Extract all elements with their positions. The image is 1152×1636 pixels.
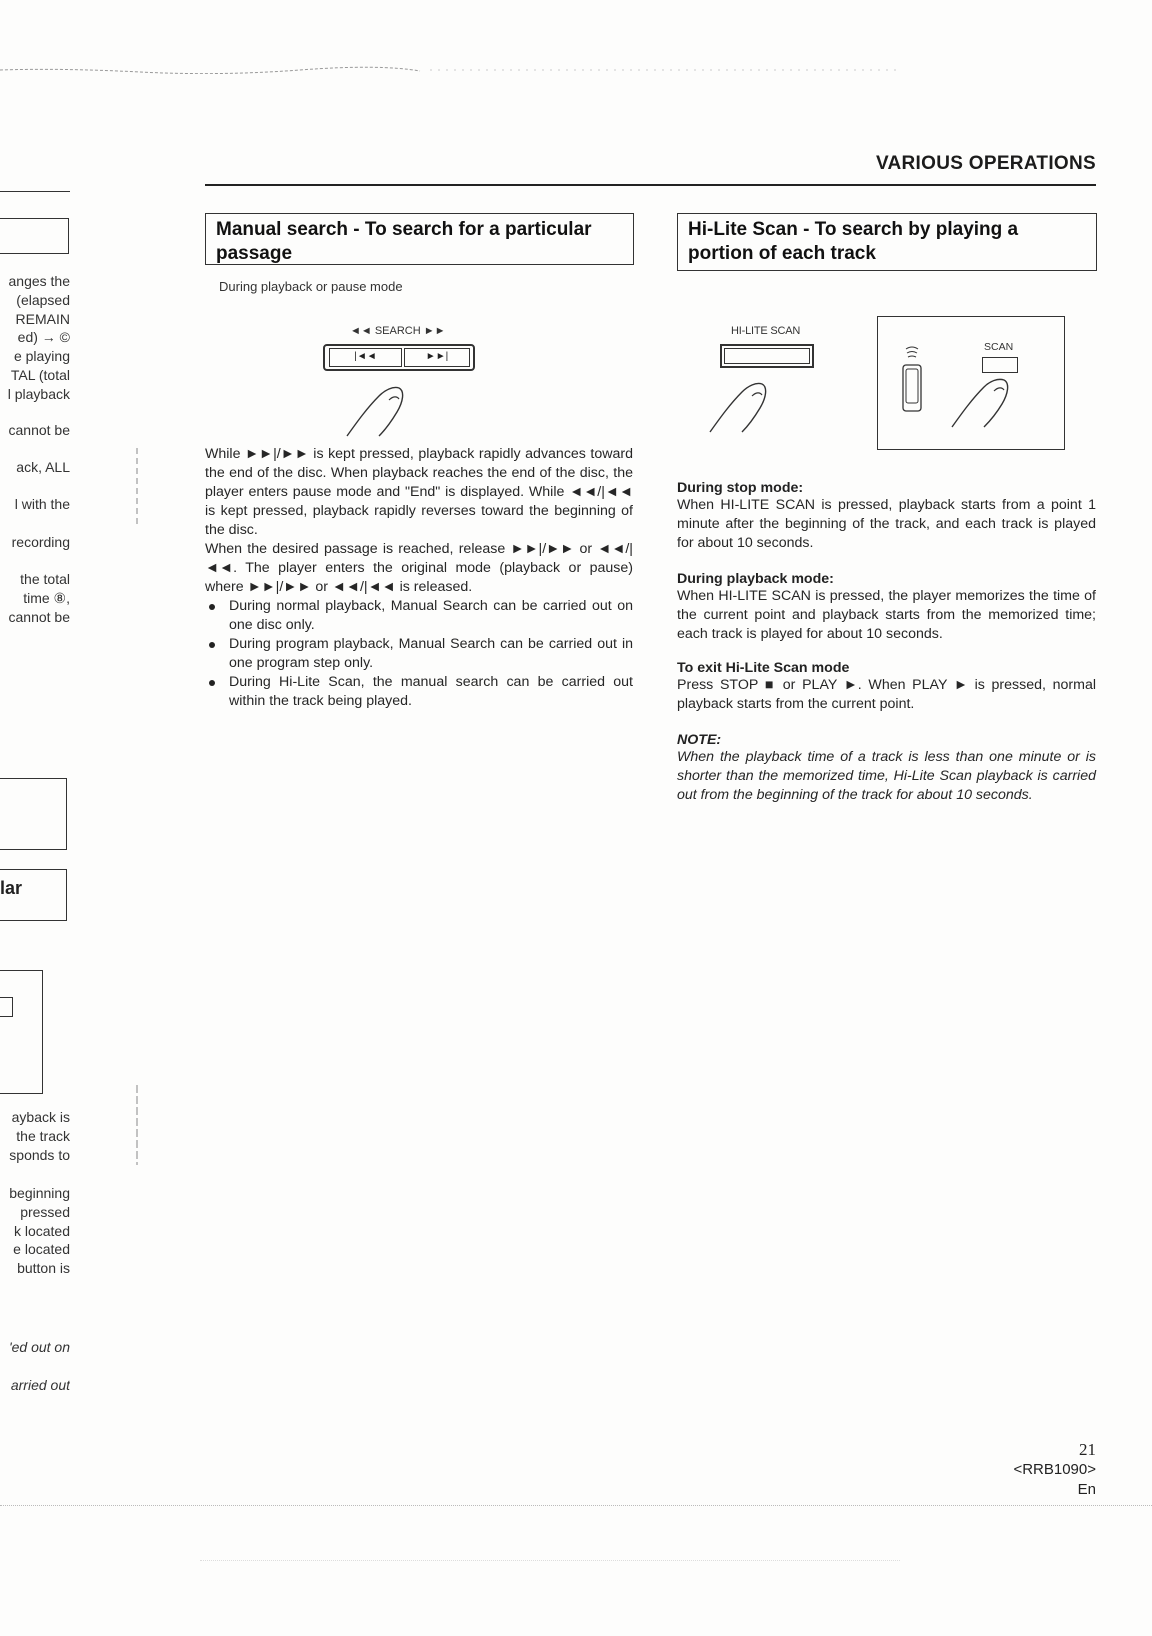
edge-line: l playback xyxy=(7,385,70,402)
edge-line: the total xyxy=(20,571,70,587)
document-code: <RRB1090> xyxy=(1013,1461,1096,1478)
exit-heading: To exit Hi-Lite Scan mode xyxy=(677,660,850,676)
fast-forward-icon: ►►| xyxy=(425,351,449,362)
edge-box-diagram xyxy=(0,970,43,1094)
edge-line: ayback is xyxy=(11,1109,70,1125)
edge-line: REMAIN xyxy=(15,310,70,327)
edge-text-block-d xyxy=(0,1184,70,1278)
list-item: During Hi-Lite Scan, the manual search can be carried out within the track being played. xyxy=(205,673,633,711)
manual-search-body xyxy=(205,445,633,711)
note-heading: NOTE: xyxy=(677,732,722,748)
hilite-scan-body xyxy=(677,480,1096,805)
edge-line: e playing xyxy=(13,348,70,365)
edge-line: (elapsed xyxy=(16,291,70,308)
edge-line: cannot be xyxy=(8,608,70,625)
language-code: En xyxy=(1077,1481,1096,1498)
hilite-scan-title xyxy=(677,213,1097,271)
edge-line: time ⑧, xyxy=(23,589,70,606)
rewind-icon: |◄◄ xyxy=(354,351,377,362)
edge-box-title xyxy=(0,869,67,921)
edge-key-icon xyxy=(0,997,13,1017)
playback-mode-text: When HI-LITE SCAN is pressed, the player memorizes the time of the current point and playback starts from the memorized time; each track is played for about 10 seconds. xyxy=(677,588,1096,642)
manual-search-para-1: While ►►|/►► is kept pressed, playback rapidly advances toward the end of the disc. When playback reaches the end of the disc, the player enters pause mode and "End" is displayed. While ◄◄/|◄◄ is kept pressed, playback rapidly reverses toward the beginning of the disc. xyxy=(205,446,633,538)
edge-text-block-b xyxy=(0,570,70,626)
edge-line: 'ed out on xyxy=(8,1339,70,1355)
stop-mode-text: When HI-LITE SCAN is pressed, playback starts from a point 1 minute after the beginning of the track, and each track is played for about 10 seconds. xyxy=(677,497,1096,551)
edge-line: beginning xyxy=(9,1185,70,1201)
edge-line: TAL (total xyxy=(10,366,70,383)
edge-line: ack, ALL xyxy=(16,459,70,475)
finger-pointer-icon xyxy=(345,384,415,439)
edge-line: pressed xyxy=(20,1203,70,1220)
list-item: During program playback, Manual Search can be carried out in one program step only. xyxy=(205,635,633,673)
edge-text-block-c xyxy=(0,1108,70,1164)
manual-search-bullets xyxy=(205,597,633,711)
stop-mode-heading: During stop mode: xyxy=(677,480,804,496)
edge-line: the track xyxy=(16,1127,70,1144)
hilite-button-label: HI-LITE SCAN xyxy=(731,325,801,337)
gutter-mark xyxy=(134,1085,140,1165)
hilite-button-key xyxy=(724,348,810,364)
edge-line: cannot be xyxy=(8,422,70,438)
remote-control-icon xyxy=(898,345,926,415)
header-rule xyxy=(205,184,1096,186)
manual-search-para-2: When the desired passage is reached, release ►►|/►► or ◄◄/|◄◄. The player enters the original mode (playback or pause) where ►►|/►► or ◄◄/|◄◄ is released. xyxy=(205,541,633,595)
scan-noise xyxy=(0,66,900,74)
finger-pointer-icon xyxy=(708,380,778,435)
exit-text: Press STOP ■ or PLAY ►. When PLAY ► is pressed, normal playback starts from the current point. xyxy=(677,677,1096,712)
edge-line: anges the xyxy=(8,273,70,289)
edge-box-mid xyxy=(0,778,67,850)
edge-line: sponds to xyxy=(9,1146,70,1163)
edge-box-top xyxy=(0,218,69,254)
search-button-label: ◄◄ SEARCH ►► xyxy=(350,325,446,337)
edge-line: e located xyxy=(13,1241,70,1258)
remote-scan-label: SCAN xyxy=(984,341,1014,353)
edge-line: ed) → © xyxy=(17,329,70,346)
scan-noise xyxy=(0,1505,1152,1507)
gutter-mark xyxy=(134,448,140,528)
list-item: During normal playback, Manual Search can be carried out on one disc only. xyxy=(205,597,633,635)
hilite-scan-title-text: Hi-Lite Scan - To search by playing a portion of each track xyxy=(688,219,1019,264)
edge-box-fragment: lar xyxy=(0,878,23,898)
page-number: 21 xyxy=(1079,1440,1096,1459)
finger-pointer-icon xyxy=(950,377,1016,429)
manual-search-intro: During playback or pause mode xyxy=(219,279,403,294)
page-footer xyxy=(1013,1440,1096,1500)
edge-line: arried out xyxy=(10,1377,70,1393)
edge-rule xyxy=(0,191,70,192)
note-text: When the playback time of a track is less than one minute or is shorter than the memorized time, Hi-Lite Scan playback is carried out from the beginning of the track for about 10 seconds. xyxy=(677,749,1096,803)
edge-line: recording xyxy=(11,534,70,550)
edge-line: k located xyxy=(13,1222,70,1239)
section-title: VARIOUS OPERATIONS xyxy=(875,153,1096,174)
search-back-key xyxy=(329,348,402,367)
edge-line: button is xyxy=(17,1260,70,1277)
manual-search-title xyxy=(205,213,634,265)
edge-text-block-a xyxy=(0,272,70,404)
edge-line: l with the xyxy=(14,496,70,512)
remote-scan-key xyxy=(982,357,1018,373)
manual-search-title-text: Manual search - To search for a particular passage xyxy=(216,219,592,264)
scan-noise xyxy=(200,1560,900,1562)
playback-mode-heading: During playback mode: xyxy=(677,571,834,587)
remote-diagram xyxy=(877,316,1065,450)
search-forward-key xyxy=(404,348,470,367)
